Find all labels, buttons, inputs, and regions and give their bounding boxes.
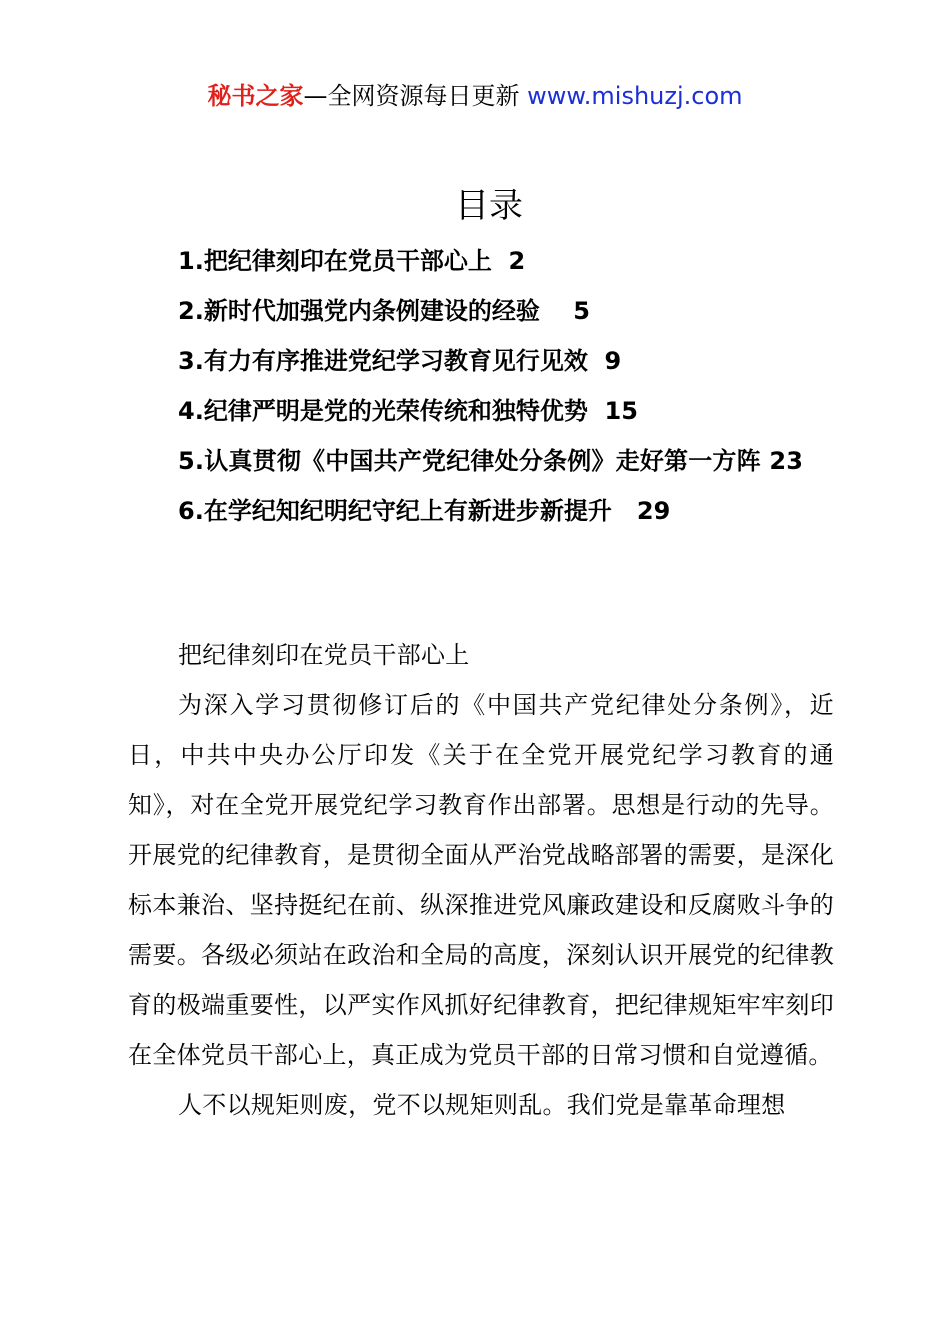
toc-item[interactable]: 3.有力有序推进党纪学习教育见行见效 9 (178, 347, 622, 375)
article-heading: 把纪律刻印在党员干部心上 (178, 641, 470, 669)
site-url-link[interactable]: www.mishuzj.com (527, 82, 743, 110)
site-brand: 秘书之家 (207, 82, 304, 110)
toc-item[interactable]: 1.把纪律刻印在党员干部心上 2 (178, 247, 526, 275)
toc-item[interactable]: 6.在学纪知纪明纪守纪上有新进步新提升 29 (178, 497, 671, 525)
article-body (128, 630, 834, 1130)
article-paragraph: 为深入学习贯彻修订后的《中国共产党纪律处分条例》，近日，中共中央办公厅印发《关于在全党开展党纪学习教育的通知》，对在全党开展党纪学习教育作出部署。思想是行动的先导。开展党的纪律教育，是贯彻全面从严治党战略部署的需要，是深化标本兼治、坚持挺纪在前、纵深推进党风廉政建设和反腐败斗争的需要。各级必须站在政治和全局的高度，深刻认识开展党的纪律教育的极端重要性，以严实作风抓好纪律教育，把纪律规矩牢牢刻印在全体党员干部心上，真正成为党员干部的日常习惯和自觉遵循。 (128, 691, 834, 1069)
toc-title: 目录 (455, 186, 523, 226)
toc-item[interactable]: 4.纪律严明是党的光荣传统和独特优势 15 (178, 397, 638, 425)
toc-item[interactable]: 2.新时代加强党内条例建设的经验 5 (178, 297, 590, 325)
table-of-contents (128, 236, 838, 536)
toc-item[interactable]: 5.认真贯彻《中国共产党纪律处分条例》走好第一方阵 23 (178, 447, 804, 475)
site-header (0, 80, 950, 112)
site-tagline: —全网资源每日更新 (303, 82, 520, 110)
article-paragraph: 人不以规矩则废，党不以规矩则乱。我们党是靠革命理想 (178, 1091, 786, 1119)
